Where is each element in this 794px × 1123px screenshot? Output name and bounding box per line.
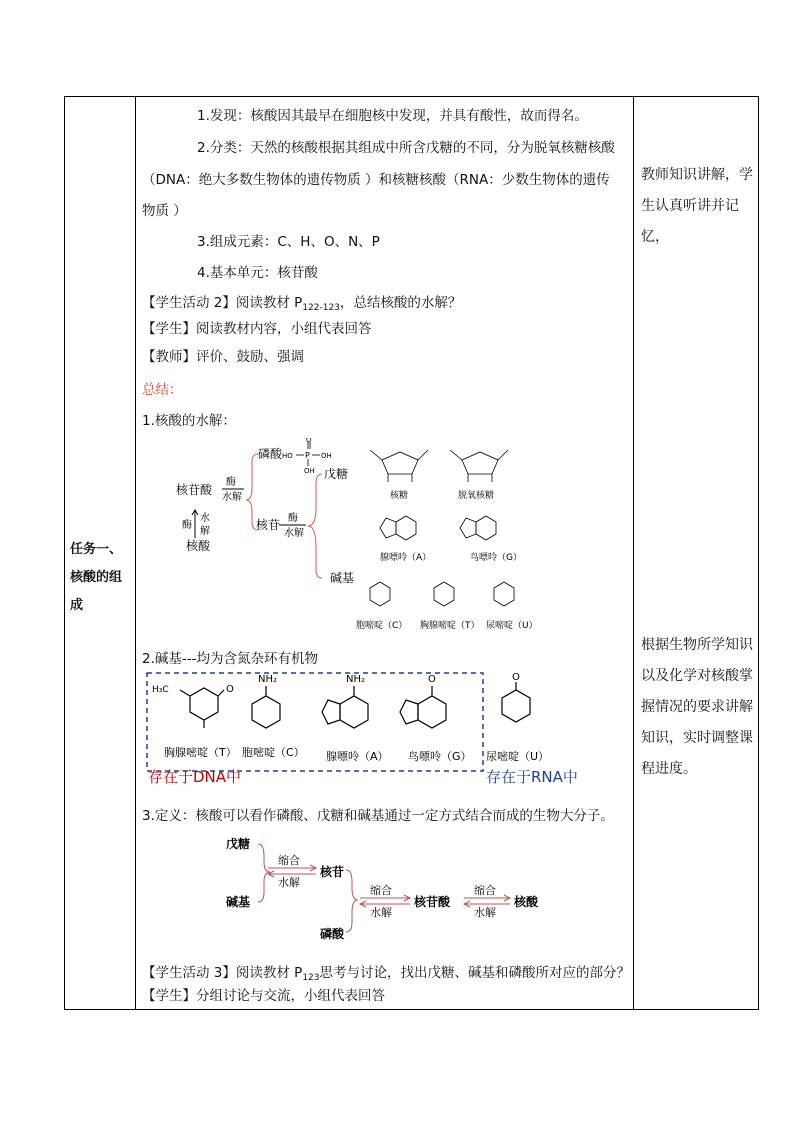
d1-nucleoside: 核苷 — [256, 518, 281, 532]
d2-cytosine-nh2: NH₂ — [258, 674, 278, 685]
d2-thymine-label: 胸腺嘧啶（T） — [164, 746, 237, 759]
d3-condense-3: 缩合 — [474, 884, 496, 897]
activity-2-text: 【学生活动 2】阅读教材 P — [142, 295, 303, 311]
d2-uracil-label: 尿嘧啶（U） — [486, 750, 550, 763]
d2-cytosine-label: 胞嘧啶（C） — [242, 746, 305, 759]
d3-hydrolysis-2: 水解 — [370, 906, 392, 919]
d1-base: 碱基 — [330, 571, 355, 585]
task-title: 任务一、核酸的组成 — [70, 542, 123, 613]
d3-pentose: 戊糖 — [226, 837, 251, 851]
hydrolysis-diagram — [170, 438, 550, 634]
activity-3-pages: 123 — [302, 973, 320, 983]
d1-water: 水 — [200, 513, 210, 524]
d1-phos-oh-right: OH — [321, 452, 332, 460]
d1-phosphate: 磷酸 — [258, 447, 283, 461]
table-left-border — [64, 96, 65, 1010]
d1-nucleic-acid: 核酸 — [186, 539, 211, 553]
d1-phos-p: P — [305, 451, 310, 460]
d1-hydrolysis-2: 水解 — [284, 528, 304, 539]
d3-hydrolysis-1: 水解 — [278, 876, 300, 889]
p-classification-1: 2.分类：天然的核酸根据其组成中所含戊糖的不同，分为脱氧核糖核酸 — [197, 140, 615, 156]
ribose-label: 核糖 — [390, 491, 409, 501]
d2-uracil-o: O — [512, 672, 520, 683]
summary-heading: 总结： — [142, 382, 183, 398]
d2-adenine-nh2: NH₂ — [346, 674, 366, 685]
d2-adenine-label: 腺嘌呤（A） — [326, 750, 389, 763]
teacher-note: 教师知识讲解，学生认真听讲并记忆， — [641, 167, 753, 245]
activity-2-pages: 122-123 — [302, 303, 340, 313]
in-dna-label: 存在于DNA中 — [148, 768, 242, 786]
activity-2-question: ，总结核酸的水解？ — [339, 295, 462, 311]
p-classification-2: （DNA：绝大多数生物体的遗传物质 ）和核糖核酸（RNA：少数生物体的遗传 — [142, 172, 610, 188]
adjust-note: 根据生物所学知识以及化学对核酸掌握情况的要求讲解知识，实时调整课程进度。 — [641, 637, 753, 777]
student-response-1: 【学生】阅读教材内容，小组代表回答 — [142, 321, 372, 337]
deoxyribose-label: 脱氧核糖 — [458, 491, 495, 501]
guanine-label-1: 鸟嘌呤（G） — [470, 553, 522, 563]
d3-nucleoside: 核苷 — [320, 865, 345, 879]
d2-guanine-label: 鸟嘌呤（G） — [408, 750, 472, 763]
p-classification-3: 物质 ） — [142, 203, 187, 219]
in-rna-label: 存在于RNA中 — [486, 768, 578, 786]
activity-2 — [142, 291, 461, 313]
table-right-border — [758, 96, 759, 1010]
d1-enzyme-2: 酶 — [288, 513, 298, 524]
thymine-label-1: 胸腺嘧啶（T） — [420, 621, 480, 631]
teacher-response: 【教师】评价、鼓励、强调 — [142, 349, 304, 365]
activity-3-text: 【学生活动 3】阅读教材 P — [142, 965, 303, 981]
d3-base: 碱基 — [226, 895, 251, 909]
p-basic-unit: 4.基本单元：核苷酸 — [197, 265, 318, 281]
d2-thymine-o: O — [226, 684, 234, 695]
hydrolysis-heading: 1.核酸的水解： — [142, 413, 236, 429]
d1-hydrolysis-1: 水解 — [222, 492, 242, 503]
definition: 3.定义：核酸可以看作磷酸、戊糖和碱基通过一定方式结合而成的生物大分子。 — [142, 808, 614, 824]
table-col-divider-1 — [135, 96, 136, 1010]
d3-nucleotide: 核苷酸 — [414, 895, 451, 909]
cytosine-label-1: 胞嘧啶（C） — [356, 621, 408, 631]
p-discovery: 1.发现：核酸因其最早在细胞核中发现，并具有酸性，故而得名。 — [197, 108, 588, 124]
d1-nucleotide: 核苷酸 — [176, 483, 213, 497]
d1-pentose: 戊糖 — [324, 467, 349, 481]
d1-hydrolysis-v: 解 — [200, 526, 210, 537]
d2-guanine-o: O — [428, 674, 436, 685]
activity-3-question: 思考与讨论，找出戊糖、碱基和磷酸所对应的部分？ — [319, 965, 630, 981]
d1-phos-o: O — [306, 438, 312, 444]
d3-phosphate: 磷酸 — [320, 927, 345, 941]
table-top-border — [64, 96, 759, 97]
d3-condense-1: 缩合 — [278, 854, 300, 867]
student-response-2: 【学生】分组讨论与交流，小组代表回答 — [142, 988, 385, 1004]
d1-phos-ho: HO — [282, 452, 293, 460]
adenine-label-1: 腺嘌呤（A） — [380, 553, 432, 563]
uracil-label-1: 尿嘧啶（U） — [486, 621, 538, 631]
table-col-divider-2 — [633, 96, 634, 1010]
bases-diagram — [142, 668, 592, 792]
activity-3 — [142, 961, 630, 983]
composition-diagram — [220, 832, 560, 944]
d3-nucleic-acid: 核酸 — [514, 895, 539, 909]
d1-enzyme-1: 酶 — [226, 477, 236, 488]
bases-heading: 2.碱基---均为含氮杂环有机物 — [142, 651, 318, 667]
d1-phos-oh-bottom: OH — [304, 467, 315, 475]
d3-hydrolysis-3: 水解 — [474, 906, 496, 919]
d3-condense-2: 缩合 — [370, 884, 392, 897]
d2-thymine-ch3: H₃C — [152, 685, 169, 695]
p-elements: 3.组成元素：C、H、O、N、P — [197, 234, 380, 250]
table-bottom-border — [64, 1009, 759, 1010]
d1-enzyme-3: 酶 — [182, 520, 192, 531]
